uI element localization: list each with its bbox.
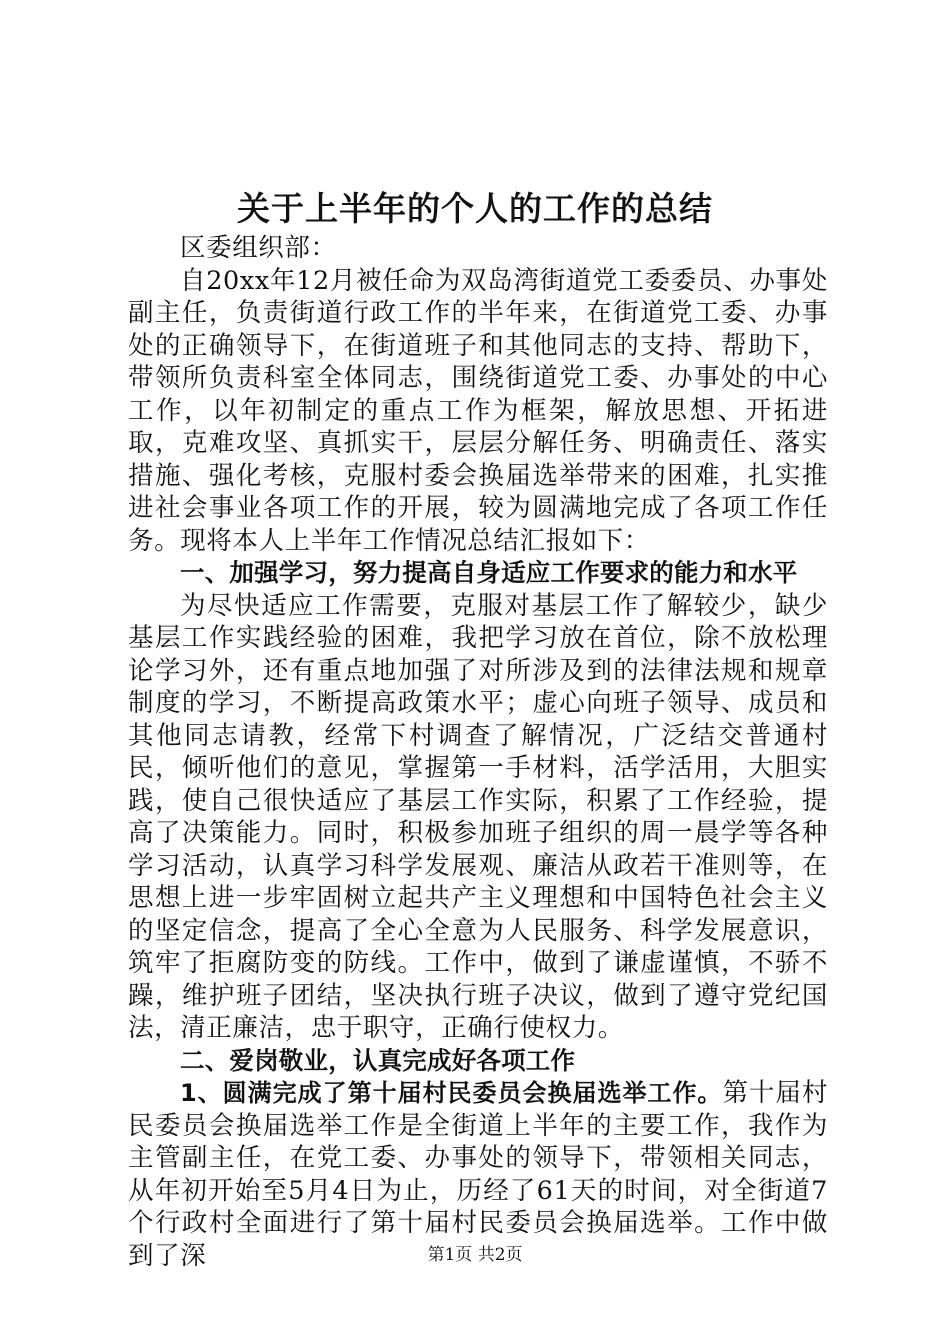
section-heading-1: 一、加强学习，努力提高自身适应工作要求的能力和水平: [180, 558, 798, 587]
section-1-paragraph: 为尽快适应工作需要，克服对基层工作了解较少，缺少基层工作实践经验的困难，我把学习放在首位，除不放松理论学习外，还有重点地加强了对所涉及到的法律法规和规章制度的学习，不断提高政策水平；虚心向班子领导、成员和其他同志请教，经常下村调查了解情况，广泛结交普通村民，倾听他们的意见，掌握第一手材料，活学活用，大胆实践，使自己很快适应了基层工作实际，积累了工作经验，提高了决策能力。同时，积极参加班子组织的周一晨学等各种学习活动，认真学习科学发展观、廉洁从政若干准则等，在思想上进一步牢固树立起共产主义理想和中国特色社会主义的坚定信念，提高了全心全意为人民服务、科学发展意识，筑牢了拒腐防变的防线。工作中，做到了谦虚谨慎，不骄不躁，维护班子团结，坚决执行班子决议，做到了遵守党纪国法，清正廉洁，忠于职守，正确行使权力。: [128, 590, 828, 1043]
item-1-body: 第十届村民委员会换届选举工作是全街道上半年的主要工作，我作为主管副主任，在党工委、办事处的领导下，带领相关同志，从年初开始至5月4日为止，历经了61天的时间，对全街道7个行政村全面进行了第十届村民委员会换届选举。工作中做到了深: [128, 1078, 829, 1271]
salutation: 区委组织部：: [180, 233, 337, 263]
document-body: [128, 232, 828, 1272]
item-1-lead: 1、圆满完成了第十届村民委员会换届选举工作。: [180, 1079, 723, 1107]
intro-paragraph: 自20xx年12月被任命为双岛湾街道党工委委员、办事处副主任，负责街道行政工作的半年来，在街道党工委、办事处的正确领导下，在街道班子和其他同志的支持、帮助下，带领所负责科室全体同志，围绕街道党工委、办事处的中心工作，以年初制定的重点工作为框架，解放思想、开拓进取，克难攻坚、真抓实干，层层分解任务、明确责任、落实措施、强化考核，克服村委会换届选举带来的困难，扎实推进社会事业各项工作的开展，较为圆满地完成了各项工作任务。现将本人上半年工作情况总结汇报如下：: [128, 265, 828, 556]
page-footer: 第1页 共2页: [427, 1245, 523, 1265]
section-heading-2: 二、爱岗敬业，认真完成好各项工作: [180, 1045, 576, 1075]
section-2-item-1: [128, 1077, 828, 1272]
document-title: 关于上半年的个人的工作的总结: [237, 189, 713, 228]
